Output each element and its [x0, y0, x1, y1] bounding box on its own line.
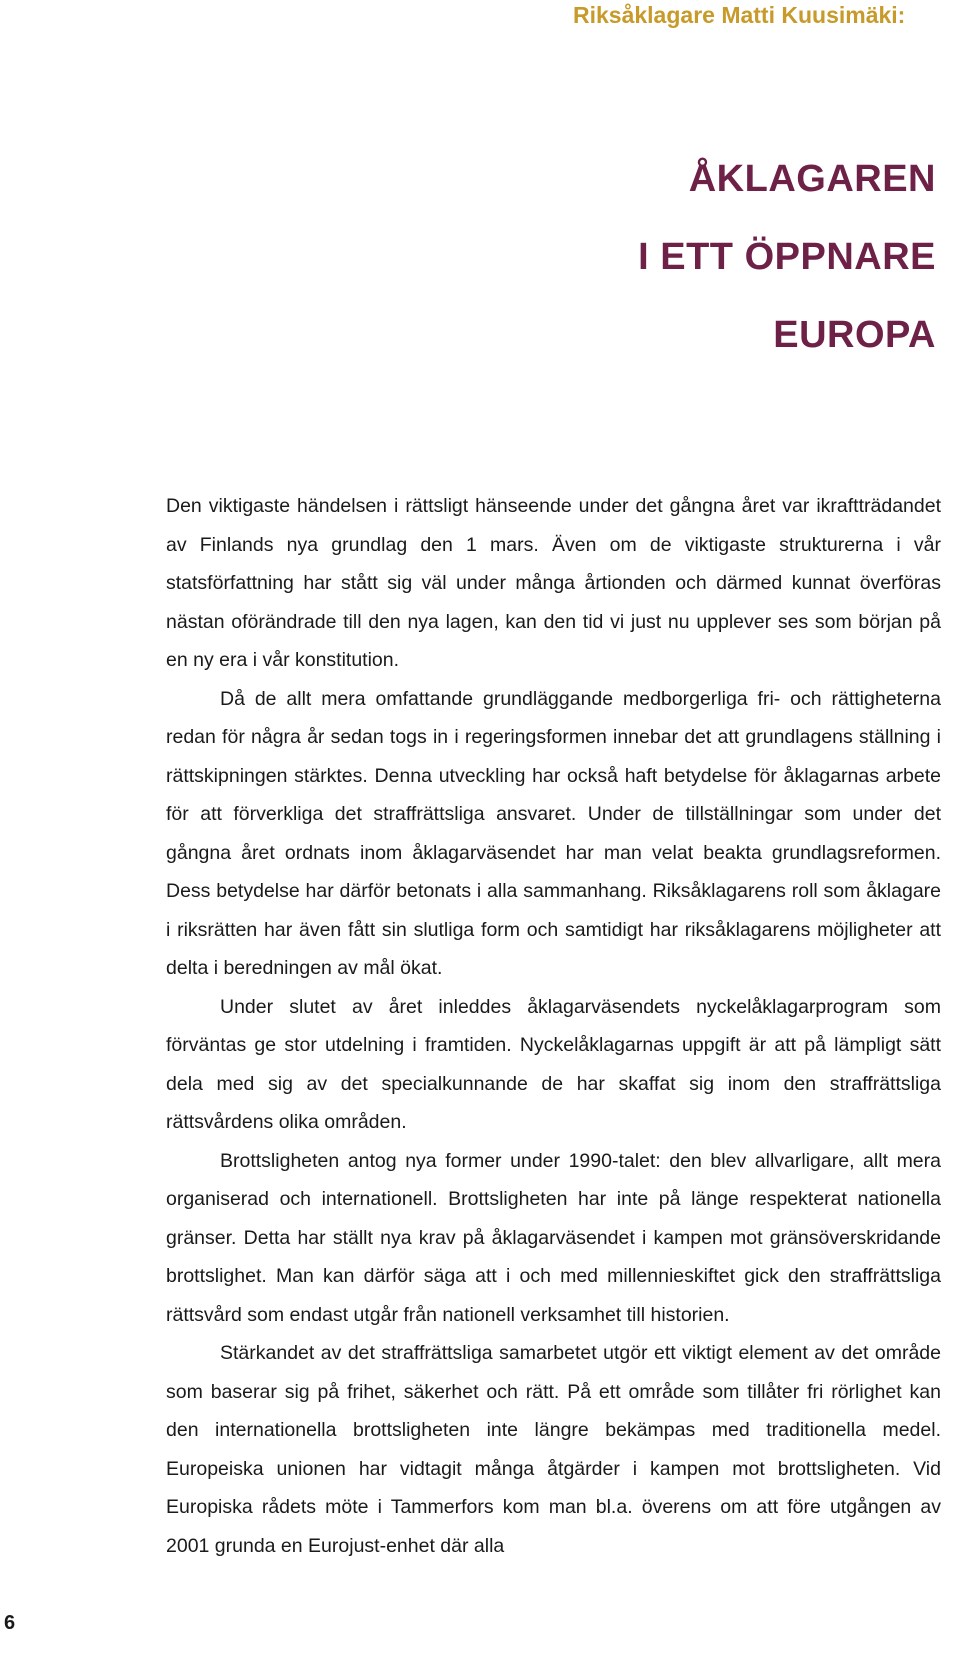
running-header: Riksåklagare Matti Kuusimäki: — [573, 2, 906, 28]
page-number: 6 — [4, 1612, 16, 1634]
paragraph-3: Under slutet av året inleddes åklagarväsendets nyckelåklagarprogram som förväntas ge stor utdelning i framtiden. Nyckelåklagarnas uppgift är att på lämpligt sätt dela med sig av det specialkunnande de har skaffat sig inom den straffrättsliga rättsvårdens olika områden. — [166, 995, 941, 1133]
title-line-1: ÅKLAGAREN — [688, 158, 936, 200]
paragraph-5: Stärkandet av det straffrättsliga samarbetet utgör ett viktigt element av det område som baserar sig på frihet, säkerhet och rätt. På ett område som tillåter fri rörlighet kan den internationella brottsligheten inte längre bekämpas med traditionella medel. Europeiska unionen har vidtagit många åtgärder i kampen mot brottsligheten. Vid Europiska rådets möte i Tammerfors kom man bl.a. överens om att före utgången av 2001 grunda en Eurojust-enhet där alla — [166, 1342, 941, 1557]
paragraph-1: Den viktigaste händelsen i rättsligt hänseende under det gångna året var ikraftträdandet av Finlands nya grundlag den 1 mars. Även om de viktigaste strukturerna i vår statsförfattning har stått sig väl under många årtionden och därmed kunnat överföras nästan oförändrade till den nya lagen, kan den tid vi just nu upplever ses som början på en ny era i vår konstitution. — [166, 495, 941, 671]
paragraph-2: Då de allt mera omfattande grundläggande medborgerliga fri- och rättigheterna redan för några år sedan togs in i regeringsformen innebar det att grundlagens ställning i rättskipningen stärktes. Denna utveckling har också haft betydelse för åklagarnas arbete för att förverkliga det straffrättsliga ansvaret. Under de tillställningar som under det gångna året ordnats inom åklagarväsendet har man velat beakta grundlagsreformen. Dess betydelse har därför betonats i alla sammanhang. Riksåklagarens roll som åklagare i riksrätten har även fått sin slutliga form och samtidigt har riksåklagarens möjligheter att delta i beredningen av mål ökat. — [166, 687, 941, 979]
article-body — [166, 487, 941, 1565]
title-line-2: I ETT ÖPPNARE — [638, 236, 936, 278]
paragraph-4: Brottsligheten antog nya former under 1990-talet: den blev allvarligare, allt mera organiserad och internationell. Brottsligheten har inte på länge respekterat nationella gränser. Detta har ställt nya krav på åklagarväsendet i kampen mot gränsöverskridande brottslighet. Man kan därför säga att i och med millennieskiftet gick den straffrättsliga rättsvård som endast utgår från nationell verksamhet till historien. — [166, 1149, 941, 1326]
article-title — [336, 140, 936, 374]
title-line-3: EUROPA — [773, 314, 936, 356]
